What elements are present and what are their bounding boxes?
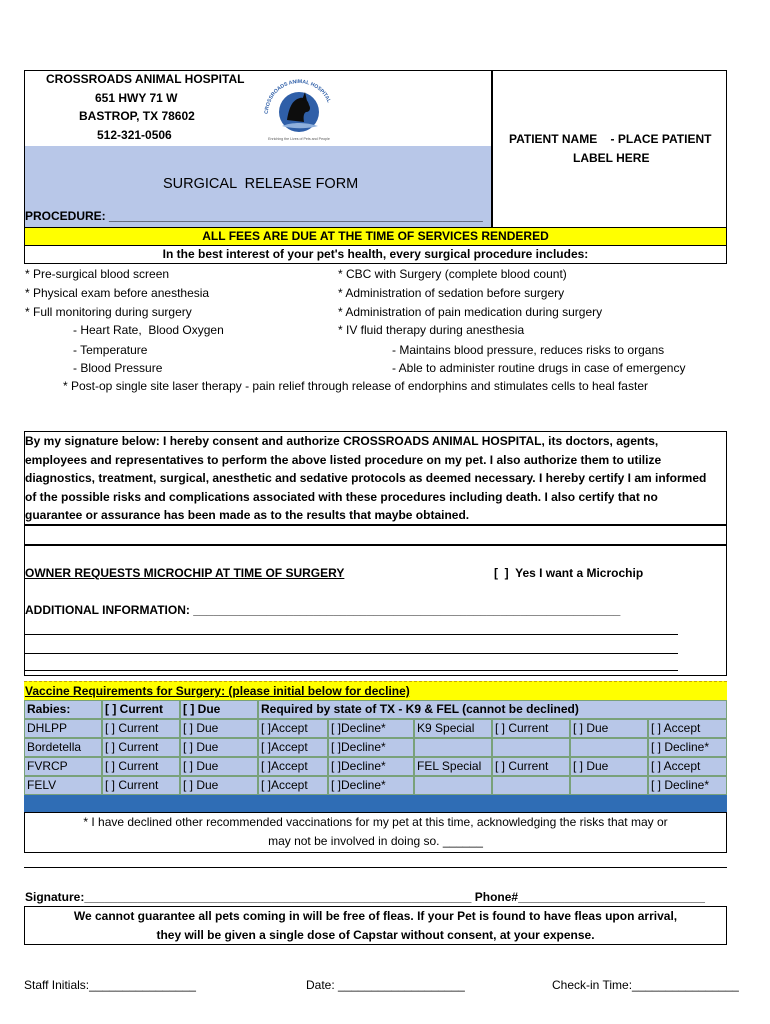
- vaccine-name: FVRCP: [24, 757, 102, 776]
- special-accept-decline[interactable]: [ ] Accept: [648, 719, 727, 738]
- vaccine-due[interactable]: [ ] Due: [180, 757, 258, 776]
- fees-banner: ALL FEES ARE DUE AT THE TIME OF SERVICES RENDERED: [24, 228, 727, 245]
- vaccine-current[interactable]: [ ] Current: [102, 757, 180, 776]
- includes-heading: In the best interest of your pet's health, every surgical procedure includes:: [162, 247, 589, 261]
- vaccine-current[interactable]: [ ] Current: [102, 719, 180, 738]
- vaccine-decline[interactable]: [ ]Decline*: [328, 757, 414, 776]
- header-divider-vertical: [491, 70, 493, 228]
- vaccine-accept[interactable]: [ ]Accept: [258, 719, 328, 738]
- includes-left-1: * Physical exam before anesthesia: [25, 286, 210, 300]
- vaccine-name: FELV: [24, 776, 102, 795]
- vaccine-header-rabies: Rabies:: [24, 700, 102, 719]
- special-name: [414, 776, 492, 795]
- special-accept-decline[interactable]: [ ] Decline*: [648, 776, 727, 795]
- date-field[interactable]: Date: ___________________: [306, 978, 465, 992]
- special-name: K9 Special: [414, 719, 492, 738]
- includes-right-5: - Able to administer routine drugs in case of emergency: [392, 361, 686, 375]
- special-due: [570, 776, 648, 795]
- includes-left-0: * Pre-surgical blood screen: [25, 267, 170, 281]
- address-line-1: 651 HWY 71 W: [95, 91, 178, 105]
- vaccine-name: Bordetella: [24, 738, 102, 757]
- includes-left-2: * Full monitoring during surgery: [25, 305, 192, 319]
- vaccine-decline[interactable]: [ ]Decline*: [328, 738, 414, 757]
- additional-info-line-3[interactable]: [25, 670, 678, 671]
- vaccine-current[interactable]: [ ] Current: [102, 738, 180, 757]
- consent-box: [24, 431, 727, 676]
- special-current[interactable]: [ ] Current: [492, 719, 570, 738]
- checkin-time-field[interactable]: Check-in Time:________________: [552, 978, 739, 992]
- patient-label-line1: PATIENT NAME - PLACE PATIENT: [509, 132, 712, 146]
- special-accept-decline[interactable]: [ ] Accept: [648, 757, 727, 776]
- laser-therapy-line: * Post-op single site laser therapy - pain relief through release of endorphins and stimulates cells to heal faster: [63, 379, 648, 393]
- vaccine-due[interactable]: [ ] Due: [180, 776, 258, 795]
- consent-line-4: of the possible risks and complications associated with these procedures including death. I also certify that no: [25, 490, 658, 504]
- fleas-line-2: they will be given a single dose of Capstar without consent, at your expense.: [156, 928, 595, 942]
- vaccine-accept[interactable]: [ ]Accept: [258, 738, 328, 757]
- consent-line-2: employees and representatives to perform the above listed procedure on my pet. I also authorize them to utilize: [25, 453, 662, 467]
- includes-right-3: * IV fluid therapy during anesthesia: [338, 323, 525, 337]
- includes-right-0: * CBC with Surgery (complete blood count): [338, 267, 567, 281]
- consent-line-3: diagnostics, treatment, surgical, anesthetic and sedative protocols as deemed necessary. I hereby certify I am informed: [25, 471, 707, 485]
- vaccine-current[interactable]: [ ] Current: [102, 776, 180, 795]
- hospital-name: CROSSROADS ANIMAL HOSPITAL: [46, 72, 245, 86]
- vaccine-header-due[interactable]: [ ] Due: [180, 700, 258, 719]
- procedure-field[interactable]: PROCEDURE: ________________________________________________________: [25, 209, 483, 223]
- vaccine-heading: Vaccine Requirements for Surgery: (please initial below for decline): [24, 681, 727, 700]
- vaccine-accept[interactable]: [ ]Accept: [258, 757, 328, 776]
- vaccine-header-current[interactable]: [ ] Current: [102, 700, 180, 719]
- consent-line-1: By my signature below: I hereby consent and authorize CROSSROADS ANIMAL HOSPITAL, its doctors, agents,: [25, 434, 659, 448]
- logo-arc-text: CROSSROADS ANIMAL HOSPITAL: [263, 78, 332, 115]
- vaccine-header-required: Required by state of TX - K9 & FEL (cannot be declined): [258, 700, 727, 719]
- vaccine-due[interactable]: [ ] Due: [180, 738, 258, 757]
- form-title: SURGICAL RELEASE FORM: [163, 176, 359, 192]
- additional-info-line-1[interactable]: [25, 634, 678, 635]
- vaccine-blue-bar: [24, 795, 727, 812]
- vaccine-decline[interactable]: [ ]Decline*: [328, 719, 414, 738]
- additional-info-field[interactable]: ADDITIONAL INFORMATION: ________________________________________________________________: [25, 603, 621, 617]
- special-current[interactable]: [ ] Current: [492, 757, 570, 776]
- vaccine-due[interactable]: [ ] Due: [180, 719, 258, 738]
- special-due[interactable]: [ ] Due: [570, 757, 648, 776]
- includes-right-2: * Administration of pain medication during surgery: [338, 305, 603, 319]
- vaccine-decline[interactable]: [ ]Decline*: [328, 776, 414, 795]
- includes-right-1: * Administration of sedation before surgery: [338, 286, 565, 300]
- signature-phone-field[interactable]: Signature:__________________________________________________________ Phone#____________________________: [25, 890, 705, 904]
- vaccine-table: [24, 700, 727, 795]
- microchip-label: OWNER REQUESTS MICROCHIP AT TIME OF SURGERY: [25, 566, 345, 580]
- hospital-logo: [258, 72, 340, 144]
- includes-right-4: - Maintains blood pressure, reduces risks to organs: [392, 343, 665, 357]
- logo-tagline: Enriching the Lives of Pets and People: [268, 137, 330, 141]
- includes-left-4: - Temperature: [73, 343, 148, 357]
- hospital-phone: 512-321-0506: [97, 128, 172, 142]
- staff-initials-field[interactable]: Staff Initials:________________: [24, 978, 196, 992]
- special-name: FEL Special: [414, 757, 492, 776]
- patient-label-line2: LABEL HERE: [573, 151, 650, 165]
- includes-left-5: - Blood Pressure: [73, 361, 163, 375]
- special-due[interactable]: [ ] Due: [570, 719, 648, 738]
- vaccine-name: DHLPP: [24, 719, 102, 738]
- consent-divider-2: [24, 544, 727, 546]
- includes-left-3: - Heart Rate, Blood Oxygen: [73, 323, 224, 337]
- consent-divider-1: [24, 524, 727, 526]
- fleas-line-1: We cannot guarantee all pets coming in will be free of fleas. If your Pet is found to have fleas upon arrival,: [73, 909, 678, 923]
- special-current: [492, 776, 570, 795]
- address-line-2: BASTROP, TX 78602: [79, 109, 195, 123]
- decline-line-1: * I have declined other recommended vaccinations for my pet at this time, acknowledging the risks that may or: [83, 815, 668, 829]
- decline-line-2[interactable]: may not be involved in doing so. ______: [268, 834, 483, 848]
- section-divider: [24, 867, 727, 868]
- special-current: [492, 738, 570, 757]
- microchip-checkbox[interactable]: [ ] Yes I want a Microchip: [494, 566, 644, 580]
- vaccine-accept[interactable]: [ ]Accept: [258, 776, 328, 795]
- special-name: [414, 738, 492, 757]
- special-due: [570, 738, 648, 757]
- consent-line-5: guarantee or assurance has been made as to the results that maybe obtained.: [25, 508, 470, 522]
- additional-info-line-2[interactable]: [25, 653, 678, 654]
- special-accept-decline[interactable]: [ ] Decline*: [648, 738, 727, 757]
